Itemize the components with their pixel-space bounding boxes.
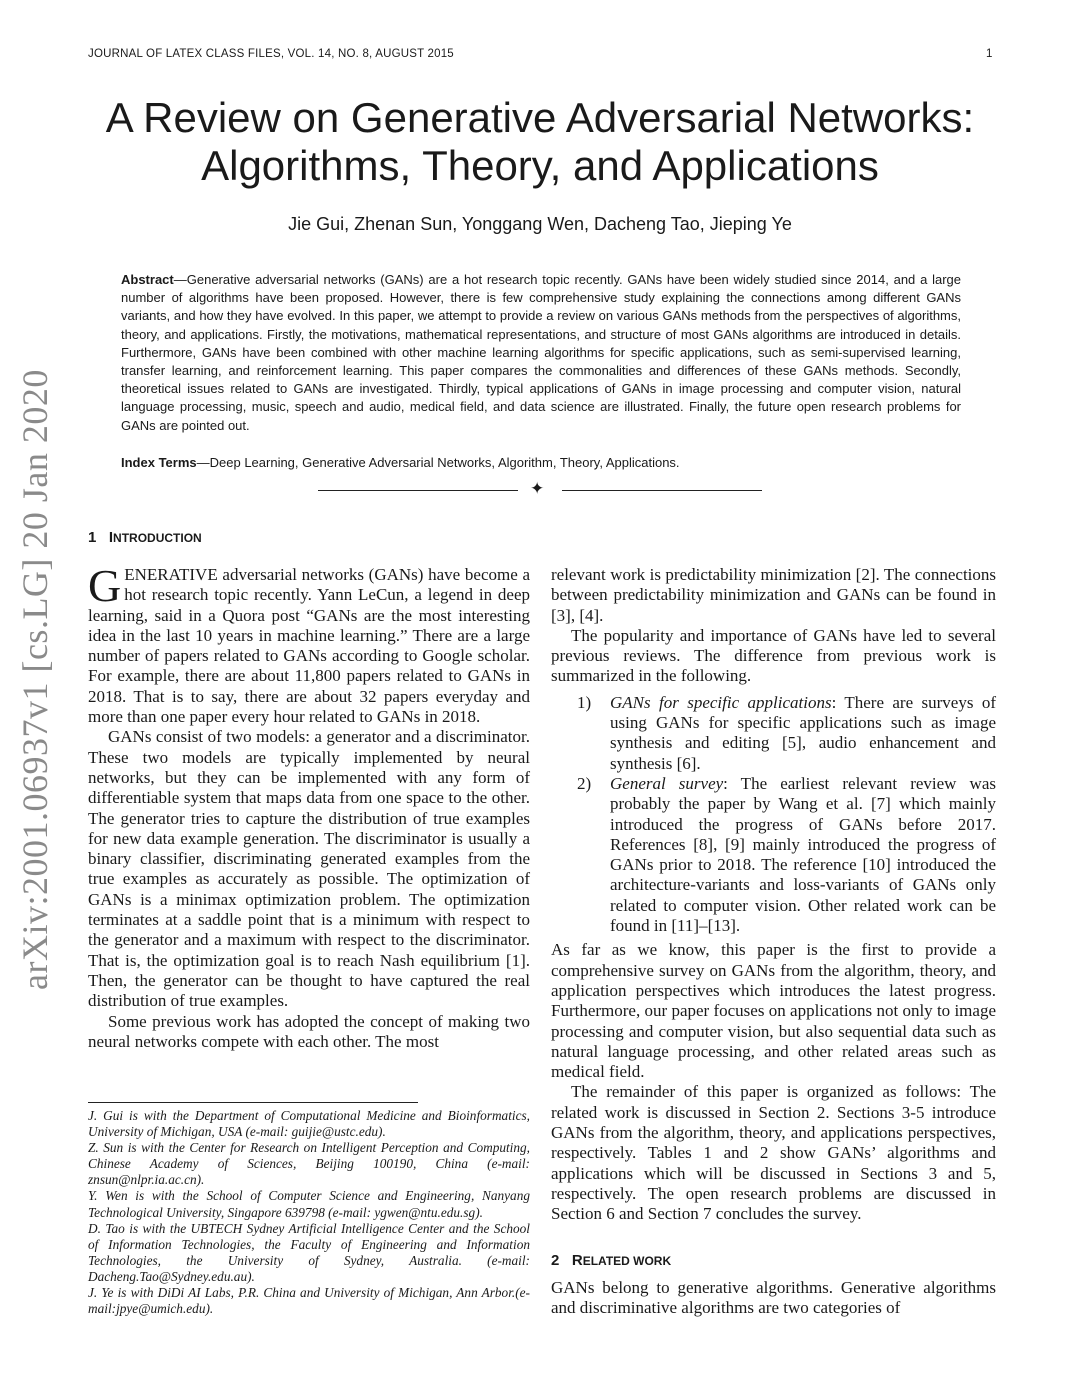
list-term: GANs for specific applications	[610, 692, 832, 712]
paper-title	[60, 94, 1020, 190]
index-terms-label: Index Terms	[121, 455, 197, 470]
page-number: 1	[986, 48, 993, 60]
abstract-label: Abstract	[121, 272, 174, 287]
divider-diamond-icon: ✦	[530, 479, 545, 498]
list-number: 1)	[577, 692, 592, 712]
paragraph: relevant work is predictability minimization [2]. The connections between predictability minimization and GANs can be found in [3], [4].	[551, 565, 996, 625]
running-head: JOURNAL OF LATEX CLASS FILES, VOL. 14, NO. 8, AUGUST 2015	[88, 48, 454, 60]
paragraph: As far as we know, this paper is the first to provide a comprehensive survey on GANs from the algorithm, theory, and application perspectives which introduces the latest progress. Furthermore, our paper focuses on applications not only to image processing and computer vision, but also sequential data such as natural language processing, and other related areas such as medical field.	[551, 940, 996, 1082]
divider-line-right	[562, 490, 762, 491]
section-2-heading	[551, 1252, 671, 1269]
intro-paragraph-1	[88, 560, 530, 727]
related-work-paragraph	[551, 1278, 996, 1319]
footnote: J. Ye is with DiDi AI Labs, P.R. China and University of Michigan, Ann Arbor.(e-mail:jpye@umich.edu).	[88, 1285, 530, 1317]
section-title-initial: I	[108, 529, 114, 546]
index-terms	[121, 455, 961, 470]
title-line-2: Algorithms, Theory, and Applications	[201, 142, 879, 189]
section-number: 1	[88, 529, 97, 546]
footnotes	[88, 1108, 530, 1317]
section-divider	[318, 481, 762, 499]
list-item	[551, 693, 996, 774]
intro-smallcaps: ENERATIVE	[124, 565, 218, 584]
abstract	[121, 271, 961, 435]
arxiv-stamp: arXiv:2001.06937v1 [cs.LG] 20 Jan 2020	[15, 369, 55, 990]
section-1-heading	[88, 529, 202, 546]
left-column	[88, 560, 530, 1052]
footnote-rule	[88, 1102, 418, 1103]
intro-p1-text: adversarial networks (GANs) have become a hot research topic recently. Yann LeCun, a legend in deep learning, said in a Quora post “GANs are the most interesting idea in the last 10 years in machine learning.” There are a large number of papers related to GANs according to Google scholar. For example, there are about 11,800 papers related to GANs in 2018. That is to say, there are about 32 papers everyday and more than one paper every hour related to GANs in 2018.	[88, 565, 530, 727]
section-number: 2	[551, 1252, 560, 1269]
footnote: Z. Sun is with the Center for Research on Intelligent Perception and Computing, Chinese Academy of Sciences, Beijing 100190, China (e-mail: znsun@nlpr.ia.ac.cn).	[88, 1140, 530, 1188]
list-number: 2)	[577, 773, 592, 793]
right-column	[551, 565, 996, 1225]
footnote: D. Tao is with the UBTECH Sydney Artificial Intelligence Center and the School of Information Technologies, the Faculty of Engineering and Information Technologies, the University of Sydney, Australia. (e-mail: Dacheng.Tao@Sydney.edu.au).	[88, 1220, 530, 1284]
review-differences-list	[551, 693, 996, 937]
list-term: General survey	[610, 773, 724, 793]
list-text: : There are surveys of using GANs for specific applications such as image synthesis and editing [5], audio enhancement and synthesis [6].	[610, 692, 996, 773]
paragraph: The remainder of this paper is organized as follows: The related work is discussed in Section 2. Sections 3-5 introduce GANs from the algorithm, theory, and applications perspectives, respectively. Tables 1 and 2 show GANs’ algorithms and applications which will be discussed in Sections 3 and 5, respectively. The open research problems are discussed in Section 6 and Section 7 concludes the survey.	[551, 1082, 996, 1224]
index-terms-text: —Deep Learning, Generative Adversarial Networks, Algorithm, Theory, Applications.	[196, 455, 680, 470]
divider-line-left	[318, 490, 518, 491]
abstract-text: —Generative adversarial networks (GANs) are a hot research topic recently. GANs have been widely studied since 2014, and a large number of algorithms have been proposed. However, there is few comprehensive study explaining the connections among different GANs variants, and how they have evolved. In this paper, we attempt to provide a review on various GANs methods from the perspectives of algorithms, theory, and applications. Firstly, the motivations, mathematical representations, and structure of most GANs algorithms are introduced in details. Furthermore, GANs have been combined with other machine learning algorithms for specific applications, such as semi-supervised learning, transfer learning, and reinforcement learning. This paper compares the commonalities and differences of these GANs methods. Secondly, theoretical issues related to GANs are investigated. Thirdly, typical applications of GANs in image processing and computer vision, natural language processing, music, speech and audio, medical field, and data science are illustrated. Finally, the future open research problems for GANs are pointed out.	[121, 272, 961, 433]
title-line-1: A Review on Generative Adversarial Networks:	[105, 94, 975, 141]
paragraph: The popularity and importance of GANs have led to several previous reviews. The difference from previous work is summarized in the following.	[551, 625, 996, 686]
section-title-initial: R	[571, 1252, 583, 1269]
list-item	[551, 774, 996, 936]
list-text: : The earliest relevant review was probably the paper by Wang et al. [7] which mainly introduced the progress of GANs before 2017. References [8], [9] mainly introduced the progress of GANs prior to 2018. The reference [10] introduced the architecture-variants and loss-variants of GANs only related to computer vision. Other related work can be found in [11]–[13].	[610, 773, 996, 936]
footnote: J. Gui is with the Department of Computational Medicine and Bioinformatics, University of Michigan, USA (e-mail: guijie@ustc.edu).	[88, 1108, 530, 1140]
footnote: Y. Wen is with the School of Computer Science and Engineering, Nanyang Technological University, Singapore 639798 (e-mail: ygwen@ntu.edu.sg).	[88, 1188, 530, 1220]
intro-paragraph-2: GANs consist of two models: a generator and a discriminator. These two models are typically implemented by neural networks, but they can be implemented with any form of differentiable system that maps data from one space to the other. The generator tries to capture the distribution of true examples for new data example generation. The discriminator is usually a binary classifier, discriminating generated examples from the true examples as accurately as possible. The optimization of GANs is a minimax optimization problem. The optimization terminates at a saddle point that is a minimum with respect to the generator and a maximum with respect to the discriminator. That is, the optimization goal is to reach Nash equilibrium [1]. Then, the generator can be thought to have captured the real distribution of true examples.	[88, 727, 530, 1011]
section-title-rest: NTRODUCTION	[113, 531, 202, 545]
intro-paragraph-3: Some previous work has adopted the concept of making two neural networks compete with each other. The most	[88, 1011, 530, 1051]
authors: Jie Gui, Zhenan Sun, Yonggang Wen, Dacheng Tao, Jieping Ye	[288, 214, 792, 234]
drop-cap: G	[88, 560, 122, 611]
paragraph: GANs belong to generative algorithms. Generative algorithms and discriminative algorithms are two categories of	[551, 1278, 996, 1318]
section-title-rest: ELATED WORK	[582, 1254, 672, 1268]
